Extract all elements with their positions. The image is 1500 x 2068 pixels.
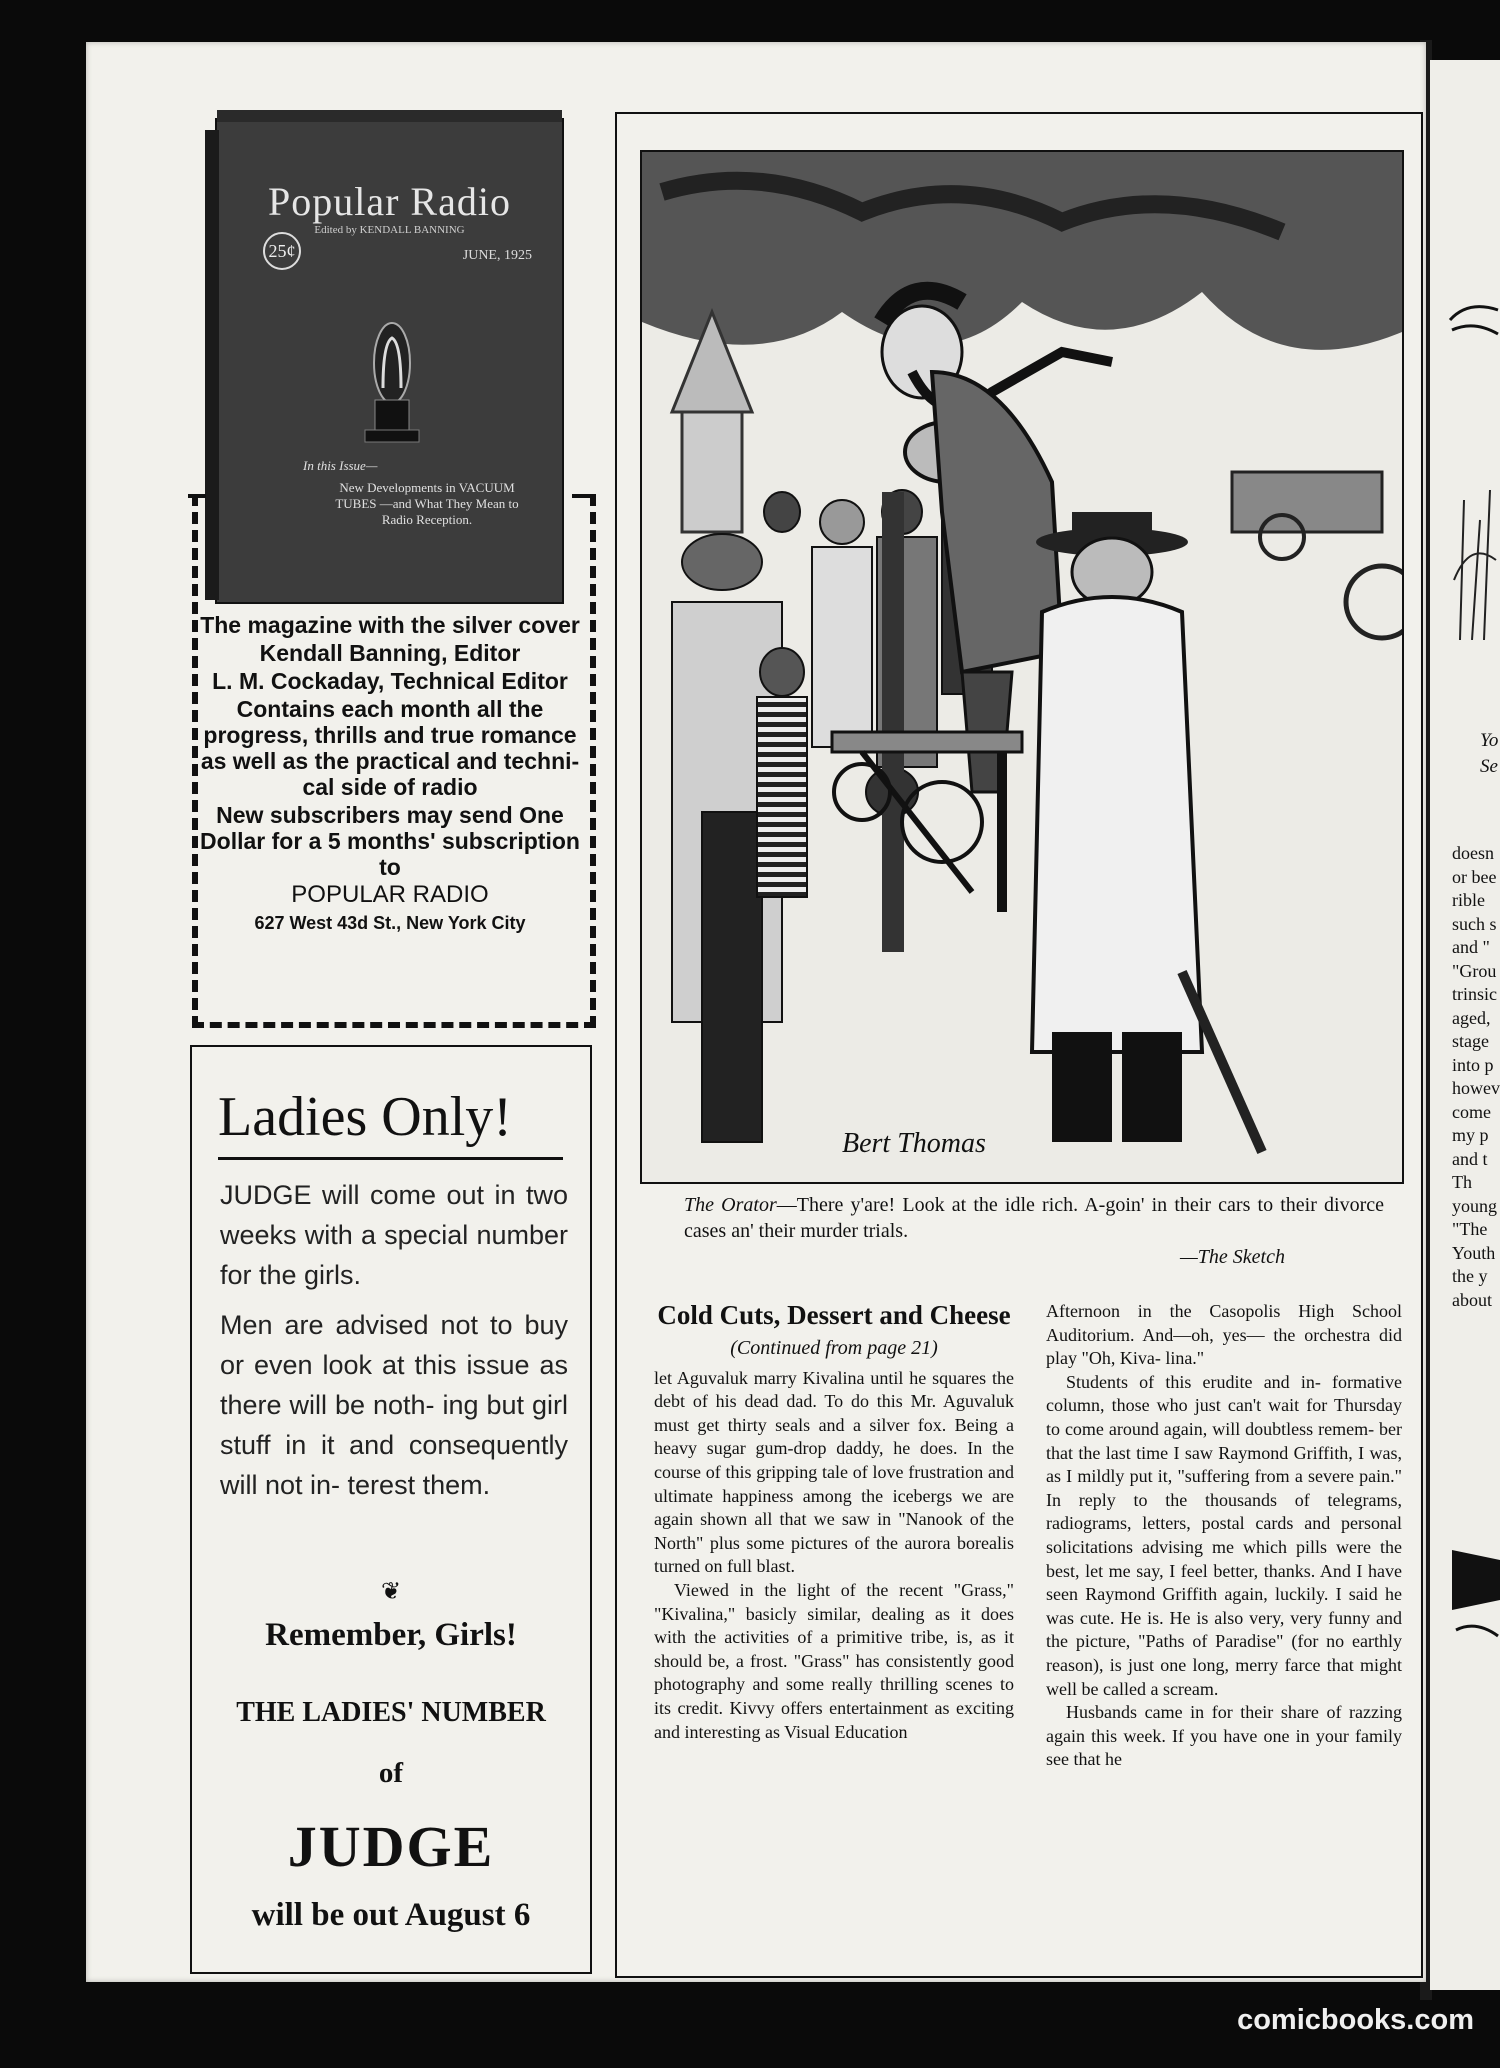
article-title: Cold Cuts, Dessert and Cheese — [657, 1300, 1011, 1330]
next-page-line: Youth — [1452, 1242, 1496, 1263]
caption-text: —There y'are! Look at the idle rich. A-goin' in their cars to their divorce cases an' their murder trials. — [684, 1194, 1384, 1242]
ladies-para-1: JUDGE will come out in two weeks with a special number for the girls. — [220, 1180, 568, 1290]
next-page-line: the y — [1452, 1266, 1488, 1286]
cover-price-badge: 25¢ — [263, 232, 301, 270]
next-page-sketch-icon — [1448, 290, 1500, 350]
illustration-caption — [684, 1192, 1384, 1244]
next-page-line: young — [1452, 1195, 1497, 1216]
next-page-grass-icon — [1450, 480, 1500, 640]
article-column-2 — [1046, 1300, 1402, 1772]
cover-in-this-issue: In this Issue— — [303, 458, 378, 473]
next-page-line: trinsic — [1452, 984, 1497, 1004]
cover-feature: New Developments in VACUUM TUBES —and What They Mean to Radio Reception. — [335, 480, 519, 527]
artist-signature: Bert Thomas — [842, 1128, 986, 1159]
ad-line-silver-cover: The magazine with the silver cover — [200, 612, 580, 638]
ladies-only-title: Ladies Only! — [218, 1086, 512, 1148]
ladies-title-rule — [218, 1157, 563, 1160]
ad-line-contents: Contains each month all the progress, thrills and true romance as well as the practical and techni- cal side of radio — [200, 696, 580, 800]
article-paragraph: Viewed in the light of the recent "Grass," "Kivalina," basicly similar, dealing as it does with the activities of a primitive tribe, is, as it should be, a frost. "Grass" has consistently good photography and some really thrilling scenes to its credit. Kivvy offers entertainment as exciting and interesting as Visual Education — [654, 1579, 1014, 1742]
vacuum-tube-icon — [357, 308, 427, 448]
next-page-line: or bee — [1452, 866, 1497, 887]
next-page-line: doesn — [1452, 843, 1494, 863]
article-paragraph: Husbands came in for their share of razzing again this week. If you have one in your family see that he — [1046, 1702, 1402, 1770]
ad-top-corners — [188, 494, 590, 498]
article-column-1 — [654, 1300, 1014, 1744]
ladies-para-2: Men are advised not to buy or even look at this issue as there will be noth- ing but girl stuff in it and consequently will not in- terest them. — [220, 1310, 568, 1500]
next-page-line: howev — [1452, 1078, 1500, 1098]
remember-girls: Remember, Girls! — [265, 1617, 517, 1653]
ladies-only-ad — [190, 1045, 592, 1974]
ad-line-magazine-name: POPULAR RADIO — [291, 881, 489, 908]
next-page-line: my p — [1452, 1125, 1489, 1145]
article-paragraph: Students of this erudite and in- formative column, those who just can't wait for Thursday to come around again, will doubtless remem- ber that the last time I saw Raymond Griffith, I was, as I mildly put it, "suffering from a severe pain." In reply to the thousands of telegrams, radiograms, letters, postal cards and personal solicitations advising me which pills were the best, let me say, I feel better, thanks. And I have seen Raymond Griffith again, luckily. I said he was cute. He is. He is also very, very funny and the picture, "Paths of Paradise" (for no earthly reason), is just one long, merry farce that might well be called a scream. — [1046, 1371, 1402, 1699]
next-page-line: aged, — [1452, 1007, 1491, 1028]
ad-line-editor: Kendall Banning, Editor — [259, 640, 521, 666]
site-watermark: comicbooks.com — [1237, 2004, 1474, 2036]
article-continued: (Continued from page 21) — [730, 1337, 938, 1359]
next-page-line: into p — [1452, 1054, 1494, 1075]
cover-date: JUNE, 1925 — [462, 248, 532, 263]
next-page-line: such s — [1452, 913, 1497, 934]
next-page-line: Th — [1452, 1172, 1472, 1192]
ad-line-address: 627 West 43d St., New York City — [254, 913, 526, 933]
judge-masthead: JUDGE — [287, 1814, 495, 1879]
next-page-line: "The — [1452, 1219, 1488, 1239]
orator-drawing — [642, 152, 1402, 1182]
popular-radio-ad-text — [198, 612, 582, 938]
next-page-line: come — [1452, 1101, 1491, 1122]
ad-line-offer: New subscribers may send One Dollar for a 5 months' subscription to — [200, 802, 580, 880]
ad-line-technical-editor: L. M. Cockaday, Technical Editor — [212, 668, 568, 694]
next-page-line: and t — [1452, 1148, 1488, 1169]
next-page-line: about — [1452, 1289, 1492, 1310]
article-paragraph: Afternoon in the Casopolis High School Auditorium. And—oh, yes— the orchestra did play "Oh, Kiva- lina." — [1046, 1301, 1402, 1369]
next-page-line: and " — [1452, 937, 1490, 957]
next-page-text — [1452, 842, 1500, 1312]
article-paragraph: let Aguvaluk marry Kivalina until he squares the debt of his dead dad. To do this Mr. Aguvaluk must get thirty seals and a silver fox. Being a heavy sugar gum-drop daddy, he does. In the course of this gripping tale of love frustration and ultimate happiness among the icebergs we are again shown all that we saw in "Nanook of the North" plus some pictures of the aurora borealis turned on full blast. — [654, 1367, 1014, 1577]
cover-editor-line: Edited by KENDALL BANNING — [314, 224, 465, 236]
caption-title: The Orator — [684, 1194, 777, 1216]
release-date: will be out August 6 — [251, 1897, 531, 1933]
caption-source: —The Sketch — [1180, 1246, 1285, 1268]
ornament-icon: ❦ — [380, 1579, 402, 1605]
orator-illustration — [640, 150, 1404, 1184]
next-page-line: "Grou — [1452, 960, 1497, 981]
ladies-of: of — [378, 1757, 404, 1789]
cover-title: Popular Radio — [268, 179, 511, 224]
next-page-caption: Yo Se — [1480, 730, 1499, 777]
next-page-line: rible — [1452, 890, 1485, 910]
next-page-line: stage — [1452, 1031, 1489, 1051]
next-page-ink-icon — [1452, 1540, 1500, 1660]
ladies-only-body — [220, 1175, 568, 1515]
cover-stack-top — [217, 110, 562, 122]
ladies-number-heading: THE LADIES' NUMBER — [236, 1697, 546, 1728]
